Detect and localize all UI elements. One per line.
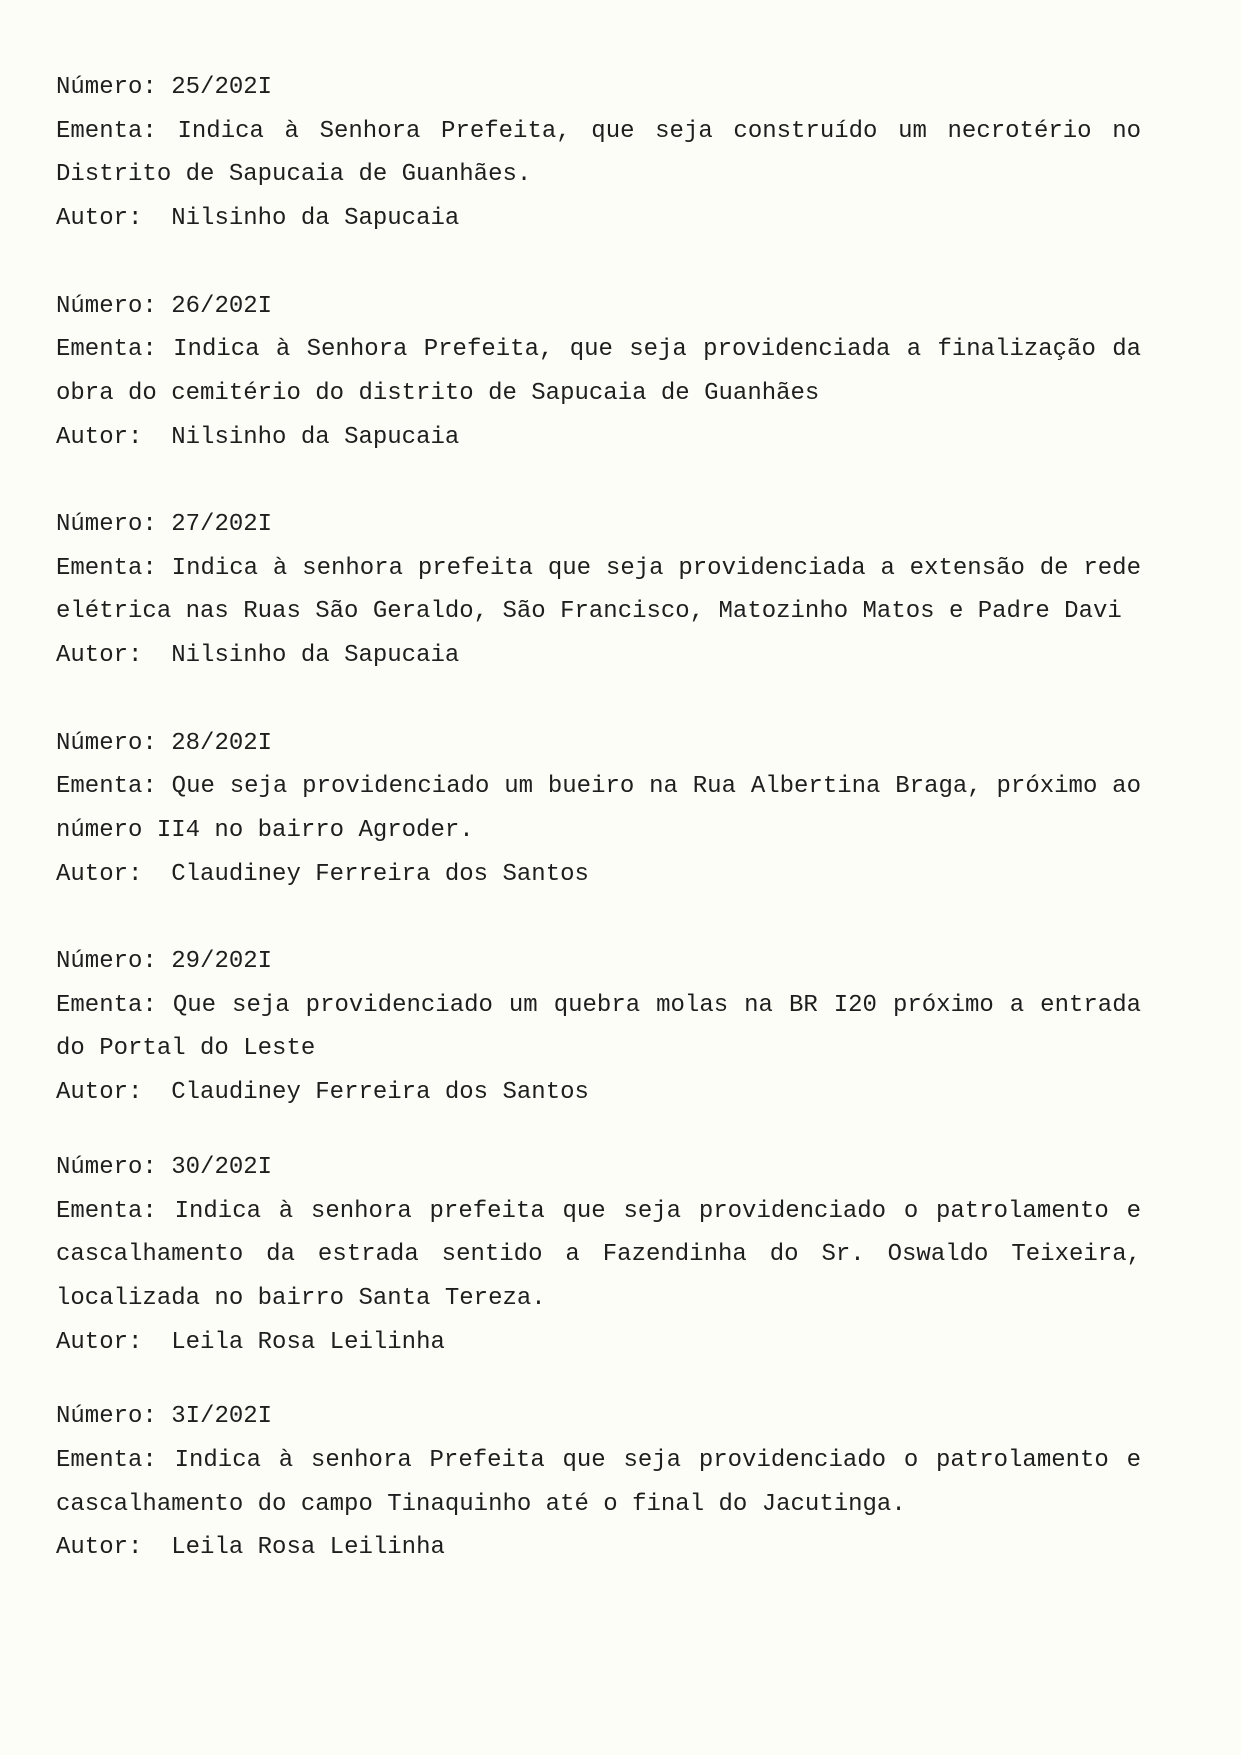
indicacao-entry-28 [56,722,1141,897]
autor-label: Autor: [56,860,143,888]
numero-value: 3I/202I [171,1403,273,1431]
numero-value: 28/202I [171,729,273,757]
ementa-line [56,547,1141,634]
autor-line [56,1071,1141,1115]
ementa-text: Indica à senhora Prefeita que seja providenciado o patrolamento e cascalhamento do campo Tinaquinho até o final do Jacutinga. [56,1447,1141,1518]
numero-value: 29/202I [171,948,273,975]
autor-label: Autor: [56,1079,143,1107]
autor-value: Leila Rosa Leilinha [171,1534,445,1562]
autor-value: Nilsinho da Sapucaia [171,205,460,233]
indicacao-entry-29 [56,940,1141,1115]
autor-value: Nilsinho da Sapucaia [171,423,460,451]
numero-value: 26/202I [171,292,273,320]
ementa-line [56,984,1141,1071]
autor-line [56,1526,1141,1570]
ementa-text: Indica à Senhora Prefeita, que seja providenciada a finalização da obra do cemitério do distrito de Sapucaia de Guanhães [56,336,1141,407]
autor-value: Leila Rosa Leilinha [171,1328,445,1356]
ementa-line [56,1439,1141,1526]
autor-value: Claudiney Ferreira dos Santos [171,860,589,888]
ementa-line [56,765,1141,852]
autor-line [56,853,1141,897]
indicacao-entry-27 [56,503,1141,678]
numero-value: 30/202I [171,1153,273,1181]
ementa-text: Indica à senhora prefeita que seja providenciado o patrolamento e cascalhamento da estrada sentido a Fazendinha do Sr. Oswaldo Teixeira, localizada no bairro Santa Tereza. [56,1197,1141,1312]
numero-label: Número: [56,729,157,757]
numero-line [56,66,1141,110]
autor-label: Autor: [56,1534,143,1562]
autor-label: Autor: [56,642,143,670]
indicacao-entry-30 [56,1146,1141,1365]
ementa-label: Ementa: [56,1447,157,1475]
autor-value: Nilsinho da Sapucaia [171,642,460,670]
autor-label: Autor: [56,1328,143,1356]
ementa-text: Que seja providenciado um quebra molas na BR I20 próximo a entrada do Portal do Leste [56,991,1142,1063]
ementa-text: Indica à Senhora Prefeita, que seja construído um necrotério no Distrito de Sapucaia de Guanhães. [56,117,1141,189]
autor-line [56,634,1141,678]
ementa-label: Ementa: [56,991,157,1019]
indicacao-entry-26 [56,285,1141,460]
indicacao-entry-25 [56,66,1141,241]
numero-line [56,940,1141,984]
numero-label: Número: [56,292,157,320]
autor-label: Autor: [56,423,143,451]
ementa-line [56,110,1141,197]
autor-line [56,416,1141,460]
ementa-label: Ementa: [56,336,157,364]
numero-line [56,503,1141,547]
ementa-label: Ementa: [56,1197,157,1225]
numero-label: Número: [56,948,157,975]
autor-label: Autor: [56,205,143,233]
numero-label: Número: [56,1403,157,1431]
autor-value: Claudiney Ferreira dos Santos [171,1079,589,1107]
numero-line [56,285,1141,329]
numero-value: 25/202I [171,74,273,101]
numero-label: Número: [56,74,157,101]
ementa-label: Ementa: [56,773,157,801]
numero-value: 27/202I [171,511,273,538]
ementa-text: Indica à senhora prefeita que seja providenciada a extensão de rede elétrica nas Ruas São Geraldo, São Francisco, Matozinho Matos e Padre Davi [56,554,1141,626]
ementa-label: Ementa: [56,554,157,582]
ementa-line [56,1190,1141,1321]
autor-line [56,197,1141,241]
ementa-label: Ementa: [56,117,157,145]
numero-line [56,1395,1141,1439]
numero-label: Número: [56,1153,157,1181]
autor-line [56,1321,1141,1365]
numero-line [56,722,1141,766]
ementa-line [56,328,1141,415]
indicacao-entry-31 [56,1395,1141,1570]
ementa-text: Que seja providenciado um bueiro na Rua Albertina Braga, próximo ao número II4 no bairro Agroder. [56,773,1141,844]
document-page [56,66,1141,1570]
numero-line [56,1146,1141,1190]
numero-label: Número: [56,511,157,538]
